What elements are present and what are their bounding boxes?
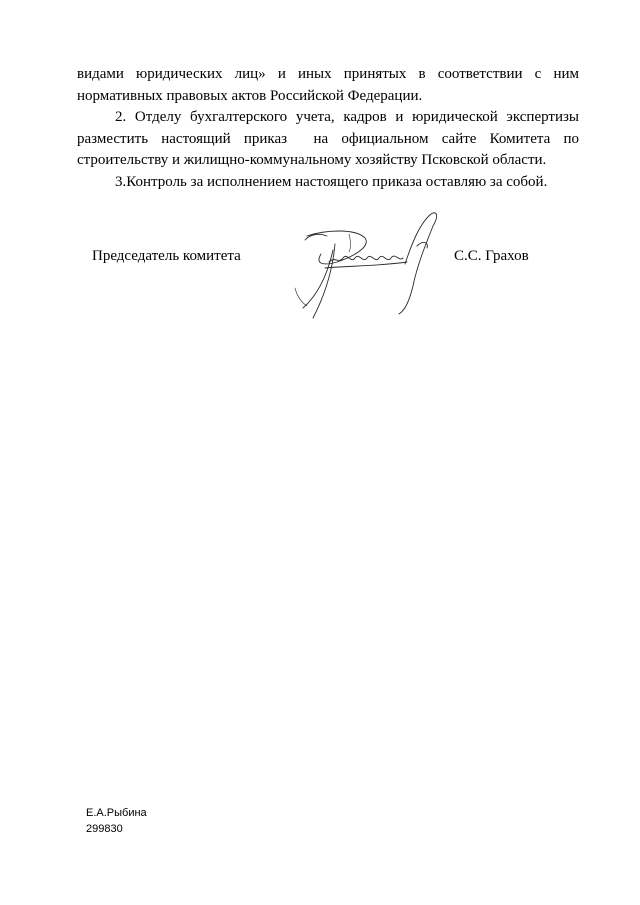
paragraph-item-2	[77, 107, 579, 172]
paragraph-line: видами юридических лиц» и иных принятых в соответствии с ним	[77, 66, 579, 82]
paragraph-line: 3.Контроль за исполнением настоящего приказа оставляю за собой.	[115, 173, 548, 190]
paragraph-line: разместить настоящий приказ на официальном сайте Комитета по	[77, 130, 579, 147]
executor-name: Е.А.Рыбина	[86, 807, 147, 819]
paragraph-item-3	[77, 172, 579, 194]
document-body	[77, 64, 579, 193]
paragraph-line: строительству и жилищно-коммунальному хозяйству Псковской области.	[77, 152, 547, 168]
executor-phone: 299830	[86, 823, 123, 835]
paragraph-line: 2. Отделу бухгалтерского учета, кадров и юридической экспертизы	[115, 109, 579, 125]
paragraph-continuation	[77, 64, 579, 107]
executor-footer	[86, 805, 147, 837]
signatory-title: Председатель комитета	[92, 248, 241, 264]
paragraph-line: нормативных правовых актов Российской Федерации.	[77, 87, 423, 104]
signatory-name: С.С. Грахов	[454, 248, 529, 264]
handwritten-signature	[285, 206, 445, 326]
